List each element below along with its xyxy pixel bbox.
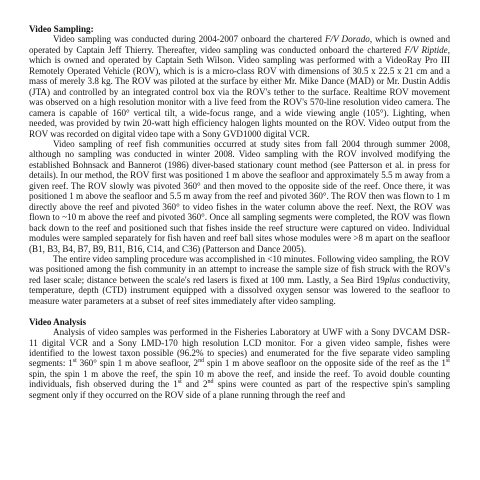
paragraph-sampling-procedure: The entire video sampling procedure was accomplished in <10 minutes. Following video sampling, the ROV was positioned among the fish community in an attempt to increase the sample size of fish struck with the ROV's red laser scale; distance between the scale's red lasers is fixed at 100 mm. Lastly, a Sea Bird 19plus conductivity, temperature, depth (CTD) instrument equipped with a dissolved oxygen sensor was lowered to the seafloor to measure water parameters at a subset of reef sites immediately after video sampling. xyxy=(29,253,451,306)
section-spacer xyxy=(29,306,450,316)
paragraph-rov-description: Video sampling was conducted during 2004-2007 onboard the chartered F/V Dorado, which is owned and operated by Captain Jeff Thierry. Thereafter, video sampling was conducted onboard the chartered F/V Riptide, which is owned and operated by Captain Seth Wilson. Video sampling was performed with a VideoRay Pro III Remotely Operated Vehicle (ROV), which is is a micro-class ROV with dimensions of 30.5 x 22.5 x 21 cm and a mass of merely 3.8 kg. The ROV was piloted at the surface by either Mr. Mike Dance (MAD) or Mr. Dustin Addis (JTA) and controlled by an integrated control box via the ROV's tether to the surface. Realtime ROV movement was observed on a high resolution monitor with a live feed from the ROV's 570-line resolution video camera. The camera is capable of 160° vertical tilt, a wide-focus range, and a wide viewing angle (105°). Lighting, when needed, was provided by twin 20-watt high efficiency halogen lights mounted on the ROV. Video output from the ROV was recorded on digital video tape with a Sony GVD1000 digital VCR. xyxy=(29,34,450,139)
document-body xyxy=(29,24,450,400)
section-heading-video-sampling: Video Sampling: xyxy=(29,24,94,34)
paragraph-video-analysis: Analysis of video samples was performed in the Fisheries Laboratory at UWF with a Sony DVCAM DSR-11 digital VCR and a Sony LMD-170 high resolution LCD monitor. For a given video sample, fishes were identified to the lowest taxon possible (96.2% to species) and enumerated for the five separate video sampling segments: 1st 360° spin 1 m above seafloor, 2nd spin 1 m above seafloor on the opposite side of the reef as the 1st spin, the spin 1 m above the reef, the spin 10 m above the reef, and inside the reef. To avoid double counting individuals, fish observed during the 1st and 2nd spins were counted as part of the respective spin's sampling segment only if they occurred on the ROV side of a plane running through the reef and xyxy=(29,327,450,400)
paragraph-sampling-method: Video sampling of reef fish communities occurred at study sites from fall 2004 through summer 2008, although no sampling was conducted in winter 2008. Video sampling with the ROV involved modifying the established Bohnsack and Bannerot (1986) diver-based stationary count method (see Patterson et al. in press for details). In our method, the ROV first was positioned 1 m above the seafloor and approximately 5.5 m away from a given reef. The ROV slowly was pivoted 360° and then moved to the opposite side of the reef. Once there, it was positioned 1 m above the seafloor and 5.5 m away from the reef and pivoted 360°. The ROV then was flown to 1 m directly above the reef and pivoted 360° to video fishes in the water column above the reef. Next, the ROV was flown to ~10 m above the reef and pivoted 360°. Once all sampling segments were completed, the ROV was flown back down to the reef and positioned such that fishes inside the reef structure were captured on video. Individual modules were sampled separately for fish haven and reef ball sites whose modules were >8 m apart on the seafloor (B1, B3, B4, B7, B9, B11, B16, C14, and C36) (Patterson and Dance 2005). xyxy=(29,138,450,254)
section-heading-video-analysis: Video Analysis xyxy=(29,316,87,327)
